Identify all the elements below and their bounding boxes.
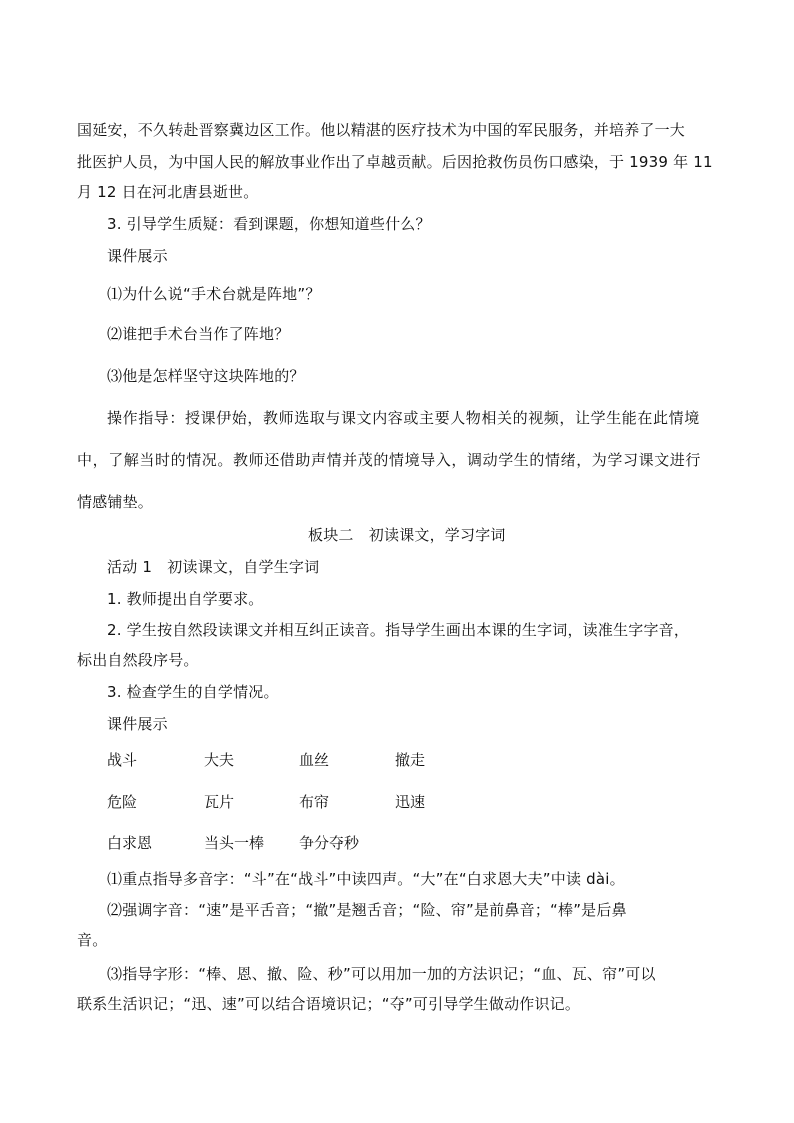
intro-line-1: 国延安，不久转赴晋察冀边区工作。他以精湛的医疗技术为中国的军民服务，并培养了一大 [77, 121, 686, 139]
step-1: 1. 教师提出自学要求。 [107, 590, 264, 608]
activity-heading: 活动 1 初读课文，自学生字词 [107, 558, 320, 576]
step-3-question: 3. 引导学生质疑：看到课题，你想知道些什么？ [107, 215, 431, 233]
section-heading: 板块二 初读课文，学习字词 [308, 526, 506, 544]
question-1: ⑴为什么说“手术台就是阵地”？ [107, 285, 321, 303]
vocab-word: 撤走 [395, 751, 426, 769]
guide-line-3: 情感铺垫。 [77, 493, 154, 511]
step-2-line-2: 标出自然段序号。 [77, 651, 199, 669]
vocab-word: 争分夺秒 [299, 834, 360, 852]
vocab-word: 迅速 [395, 793, 426, 811]
vocab-word: 白求恩 [107, 834, 153, 852]
note-3-line-2: 联系生活识记；“迅、速”可以结合语境识记；“夺”可引导学生做动作识记。 [77, 995, 581, 1013]
intro-line-3: 月 12 日在河北唐县逝世。 [77, 183, 259, 201]
courseware-label-2: 课件展示 [107, 715, 168, 733]
note-1: ⑴重点指导多音字：“斗”在“战斗”中读四声。“大”在“白求恩大夫”中读 dài。 [107, 870, 625, 888]
question-3: ⑶他是怎样坚守这块阵地的？ [107, 367, 305, 385]
vocab-word: 大夫 [204, 751, 235, 769]
question-2: ⑵谁把手术台当作了阵地？ [107, 325, 290, 343]
intro-line-2: 批医护人员，为中国人民的解放事业作出了卓越贡献。后因抢救伤员伤口感染，于 1939 年 11 [77, 153, 713, 171]
guide-line-1: 操作指导：授课伊始，教师选取与课文内容或主要人物相关的视频，让学生能在此情境 [107, 409, 700, 427]
vocab-word: 瓦片 [204, 793, 235, 811]
vocab-word: 当头一棒 [204, 834, 265, 852]
note-2-line-2: 音。 [77, 931, 108, 949]
courseware-label-1: 课件展示 [107, 247, 168, 265]
guide-line-2: 中，了解当时的情况。教师还借助声情并茂的情境导入，调动学生的情绪，为学习课文进行 [77, 451, 702, 469]
note-2-line-1: ⑵强调字音：“速”是平舌音；“撤”是翘舌音；“险、帘”是前鼻音；“棒”是后鼻 [107, 901, 627, 919]
note-3-line-1: ⑶指导字形：“棒、恩、撤、险、秒”可以用加一加的方法识记；“血、瓦、帘”可以 [107, 965, 656, 983]
vocab-word: 危险 [107, 793, 138, 811]
step-3-check: 3. 检查学生的自学情况。 [107, 683, 279, 701]
vocab-word: 血丝 [299, 751, 330, 769]
vocab-word: 战斗 [107, 751, 138, 769]
vocab-word: 布帘 [299, 793, 330, 811]
step-2-line-1: 2. 学生按自然段读课文并相互纠正读音。指导学生画出本课的生字词，读准生字字音， [107, 621, 690, 639]
